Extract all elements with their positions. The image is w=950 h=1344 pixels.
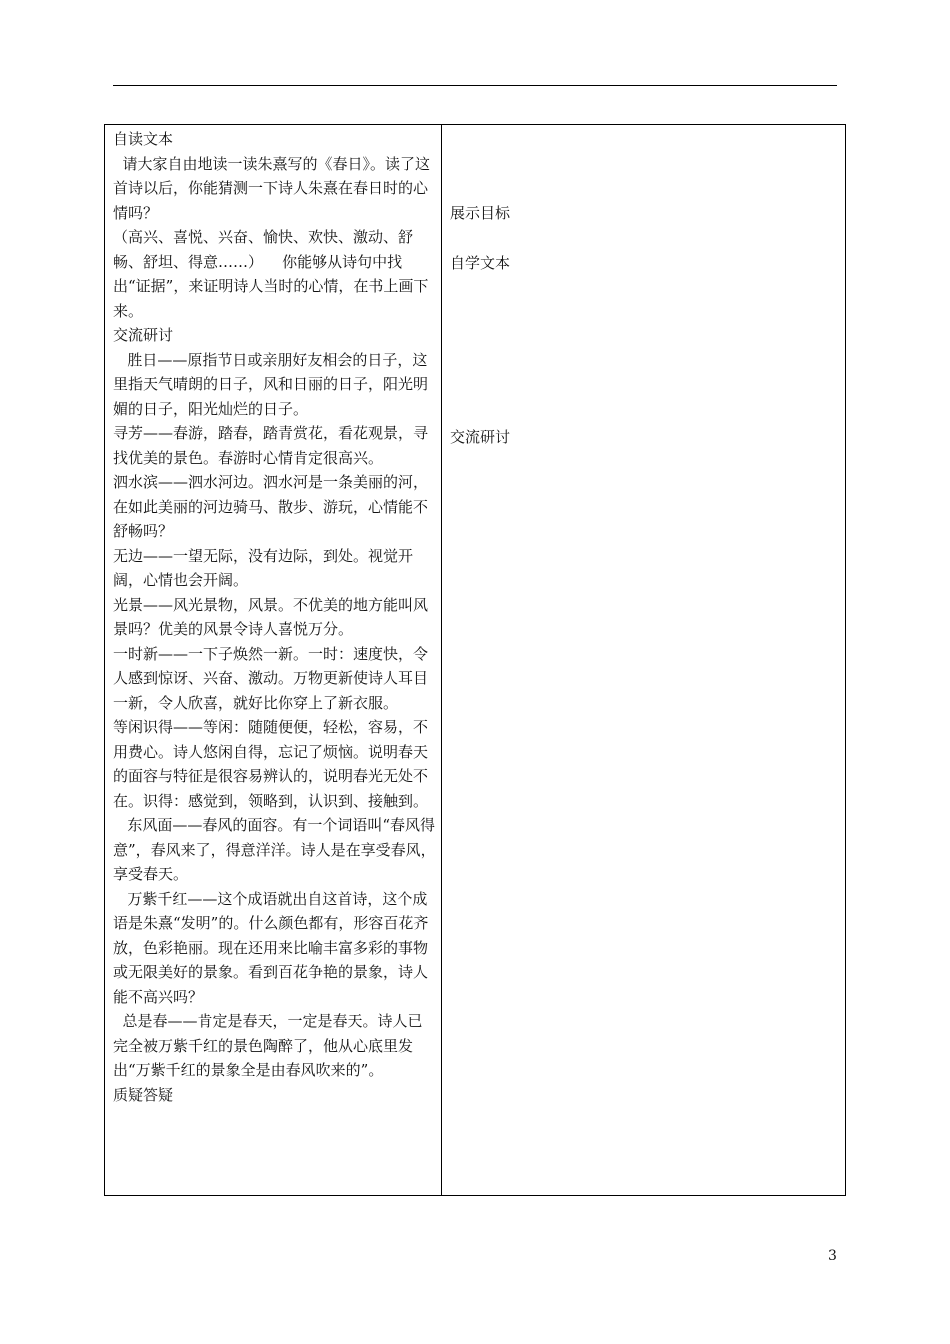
paragraph: 光景——风光景物，风景。不优美的地方能叫风景吗？优美的风景令诗人喜悦万分。 [113,595,429,638]
paragraph: 总是春——肯定是春天，一定是春天。诗人已完全被万紫千红的景色陶醉了，他从心底里发出“万紫千红的景象全是由春风吹来的”。 [113,1012,423,1079]
paragraph: 请大家自由地读一读朱熹写的《春日》。读了这首诗以后，你能猜测一下诗人朱熹在春日时的心情吗？ [113,154,431,222]
paragraph: 万紫千红——这个成语就出自这首诗，这个成语是朱熹“发明”的。什么颜色都有，形容百花齐放，色彩艳丽。现在还用来比喻丰富多彩的事物或无限美好的景象。看到百花争艳的景象，诗人能不高兴吗？ [113,889,429,1006]
content-column [113,127,437,1107]
label-discussion: 交流研讨 [450,428,511,446]
paragraph: 等闲识得——等闲：随随便便，轻松，容易，不用费心。诗人悠闲自得，忘记了烦恼。说明春天的面容与特征是很容易辨认的，说明春光无处不在。识得：感觉到，领略到，认识到、接触到。 [113,718,429,810]
page-number: 3 [828,1248,837,1264]
lesson-table [104,124,846,1196]
label-show-goals: 展示目标 [450,204,511,222]
paragraph: 无边——一望无际，没有边际，到处。视觉开阔，心情也会开阔。 [113,546,414,589]
paragraph: （高兴、喜悦、兴奋、愉快、欢快、激动、舒畅、舒坦、得意……） 你能够从诗句中找出“证据”，来证明诗人当时的心情，在书上画下来。 [113,228,429,320]
header-rule [113,85,837,86]
paragraph: 东风面——春风的面容。有一个词语叫“春风得意”，春风来了，得意洋洋。诗人是在享受春风，享受春天。 [113,816,436,883]
section-heading-self-reading: 自读文本 [113,130,174,148]
section-heading-discussion: 交流研讨 [113,326,174,344]
label-self-study: 自学文本 [450,254,511,272]
paragraph: 一时新——一下子焕然一新。一时：速度快，令人感到惊讶、兴奋、激动。万物更新使诗人耳目一新，令人欣喜，就好比你穿上了新衣服。 [113,644,429,712]
section-heading-qa: 质疑答疑 [113,1085,174,1104]
paragraph: 寻芳——春游，踏春，踏青赏花，看花观景，寻找优美的景色。春游时心情肯定很高兴。 [113,424,429,467]
column-divider [441,125,442,1195]
paragraph: 胜日——原指节日或亲朋好友相会的日子，这里指天气晴朗的日子，风和日丽的日子，阳光明媚的日子，阳光灿烂的日子。 [113,350,429,418]
paragraph: 泗水滨——泗水河边。泗水河是一条美丽的河，在如此美丽的河边骑马、散步、游玩，心情能不舒畅吗？ [113,473,429,540]
